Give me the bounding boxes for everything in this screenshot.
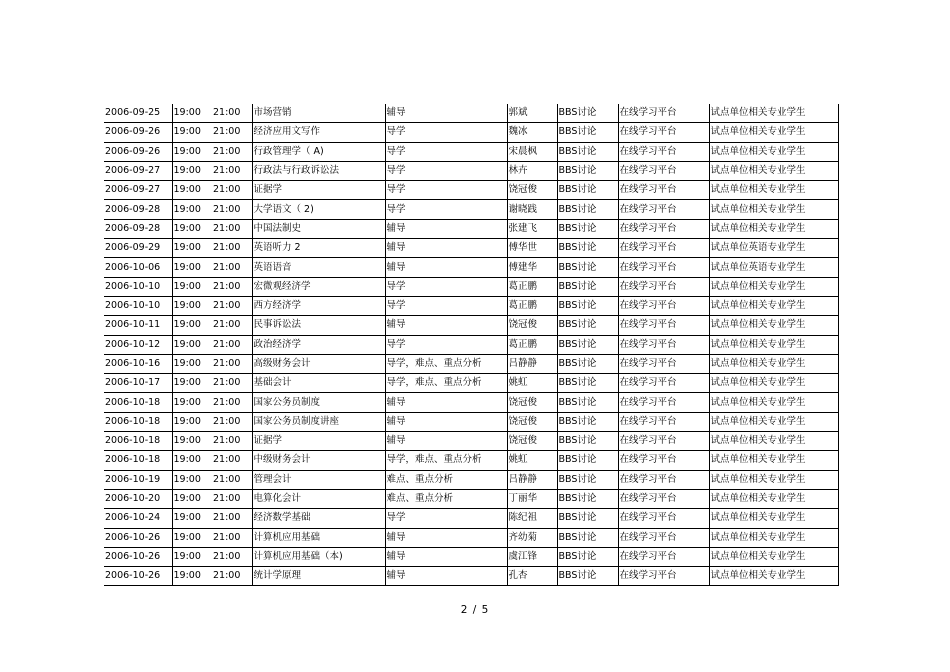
start-time-cell: 19:00 <box>172 296 212 315</box>
platform-cell: 在线学习平台 <box>618 219 709 238</box>
teacher-cell: 魏冰 <box>507 123 557 142</box>
table-row <box>104 547 838 566</box>
platform-cell: 在线学习平台 <box>618 335 709 354</box>
teacher-cell: 葛正鹏 <box>507 335 557 354</box>
end-time-cell: 21:00 <box>212 470 252 489</box>
session-type-cell: 辅导 <box>385 547 507 566</box>
table-row <box>104 296 838 315</box>
start-time-cell: 19:00 <box>172 470 212 489</box>
date-cell: 2006-09-29 <box>104 239 172 258</box>
teacher-cell: 傅华世 <box>507 239 557 258</box>
teacher-cell: 陈纪祖 <box>507 509 557 528</box>
format-cell: BBS讨论 <box>557 123 618 142</box>
date-cell: 2006-10-12 <box>104 335 172 354</box>
table-row <box>104 104 838 123</box>
date-cell: 2006-10-18 <box>104 393 172 412</box>
date-cell: 2006-10-26 <box>104 547 172 566</box>
end-time-cell: 21:00 <box>212 123 252 142</box>
table-row <box>104 181 838 200</box>
course-cell: 国家公务员制度 <box>252 393 385 412</box>
date-cell: 2006-10-26 <box>104 567 172 586</box>
start-time-cell: 19:00 <box>172 335 212 354</box>
date-cell: 2006-09-26 <box>104 123 172 142</box>
start-time-cell: 19:00 <box>172 432 212 451</box>
course-cell: 英语语音 <box>252 258 385 277</box>
teacher-cell: 饶冠俊 <box>507 181 557 200</box>
teacher-cell: 饶冠俊 <box>507 412 557 431</box>
start-time-cell: 19:00 <box>172 547 212 566</box>
end-time-cell: 21:00 <box>212 200 252 219</box>
audience-cell: 试点单位相关专业学生 <box>709 161 838 180</box>
audience-cell: 试点单位相关专业学生 <box>709 219 838 238</box>
format-cell: BBS讨论 <box>557 296 618 315</box>
date-cell: 2006-10-17 <box>104 374 172 393</box>
platform-cell: 在线学习平台 <box>618 104 709 123</box>
audience-cell: 试点单位相关专业学生 <box>709 123 838 142</box>
teacher-cell: 张建飞 <box>507 219 557 238</box>
audience-cell: 试点单位相关专业学生 <box>709 547 838 566</box>
platform-cell: 在线学习平台 <box>618 509 709 528</box>
format-cell: BBS讨论 <box>557 547 618 566</box>
audience-cell: 试点单位相关专业学生 <box>709 509 838 528</box>
teacher-cell: 姚虹 <box>507 451 557 470</box>
course-cell: 政治经济学 <box>252 335 385 354</box>
start-time-cell: 19:00 <box>172 142 212 161</box>
course-cell: 中国法制史 <box>252 219 385 238</box>
audience-cell: 试点单位相关专业学生 <box>709 354 838 373</box>
audience-cell: 试点单位相关专业学生 <box>709 489 838 508</box>
session-type-cell: 辅导 <box>385 104 507 123</box>
table-row <box>104 412 838 431</box>
end-time-cell: 21:00 <box>212 142 252 161</box>
start-time-cell: 19:00 <box>172 528 212 547</box>
platform-cell: 在线学习平台 <box>618 412 709 431</box>
platform-cell: 在线学习平台 <box>618 142 709 161</box>
audience-cell: 试点单位相关专业学生 <box>709 470 838 489</box>
teacher-cell: 姚虹 <box>507 374 557 393</box>
end-time-cell: 21:00 <box>212 104 252 123</box>
platform-cell: 在线学习平台 <box>618 123 709 142</box>
platform-cell: 在线学习平台 <box>618 432 709 451</box>
session-type-cell: 导学，难点、重点分析 <box>385 354 507 373</box>
teacher-cell: 吕静静 <box>507 470 557 489</box>
table-row <box>104 489 838 508</box>
format-cell: BBS讨论 <box>557 567 618 586</box>
teacher-cell: 孔杏 <box>507 567 557 586</box>
course-cell: 管理会计 <box>252 470 385 489</box>
table-row <box>104 432 838 451</box>
end-time-cell: 21:00 <box>212 393 252 412</box>
session-type-cell: 辅导 <box>385 393 507 412</box>
teacher-cell: 谢晓践 <box>507 200 557 219</box>
date-cell: 2006-09-27 <box>104 181 172 200</box>
course-cell: 行政法与行政诉讼法 <box>252 161 385 180</box>
table-row <box>104 142 838 161</box>
audience-cell: 试点单位英语专业学生 <box>709 258 838 277</box>
end-time-cell: 21:00 <box>212 277 252 296</box>
table-row <box>104 567 838 586</box>
format-cell: BBS讨论 <box>557 432 618 451</box>
platform-cell: 在线学习平台 <box>618 489 709 508</box>
end-time-cell: 21:00 <box>212 412 252 431</box>
end-time-cell: 21:00 <box>212 509 252 528</box>
start-time-cell: 19:00 <box>172 104 212 123</box>
end-time-cell: 21:00 <box>212 374 252 393</box>
course-cell: 中级财务会计 <box>252 451 385 470</box>
platform-cell: 在线学习平台 <box>618 239 709 258</box>
audience-cell: 试点单位相关专业学生 <box>709 316 838 335</box>
session-type-cell: 导学 <box>385 181 507 200</box>
table-row <box>104 123 838 142</box>
start-time-cell: 19:00 <box>172 123 212 142</box>
session-type-cell: 难点、重点分析 <box>385 489 507 508</box>
format-cell: BBS讨论 <box>557 161 618 180</box>
session-type-cell: 导学 <box>385 142 507 161</box>
course-cell: 西方经济学 <box>252 296 385 315</box>
platform-cell: 在线学习平台 <box>618 161 709 180</box>
table-row <box>104 219 838 238</box>
platform-cell: 在线学习平台 <box>618 258 709 277</box>
platform-cell: 在线学习平台 <box>618 528 709 547</box>
format-cell: BBS讨论 <box>557 509 618 528</box>
format-cell: BBS讨论 <box>557 412 618 431</box>
date-cell: 2006-10-18 <box>104 412 172 431</box>
course-cell: 证据学 <box>252 181 385 200</box>
audience-cell: 试点单位相关专业学生 <box>709 296 838 315</box>
start-time-cell: 19:00 <box>172 277 212 296</box>
start-time-cell: 19:00 <box>172 219 212 238</box>
audience-cell: 试点单位相关专业学生 <box>709 393 838 412</box>
table-row <box>104 470 838 489</box>
teacher-cell: 吕静静 <box>507 354 557 373</box>
end-time-cell: 21:00 <box>212 181 252 200</box>
session-type-cell: 辅导 <box>385 258 507 277</box>
platform-cell: 在线学习平台 <box>618 567 709 586</box>
date-cell: 2006-09-25 <box>104 104 172 123</box>
format-cell: BBS讨论 <box>557 451 618 470</box>
session-type-cell: 导学 <box>385 277 507 296</box>
platform-cell: 在线学习平台 <box>618 451 709 470</box>
teacher-cell: 林卉 <box>507 161 557 180</box>
session-type-cell: 导学，难点、重点分析 <box>385 374 507 393</box>
table-row <box>104 354 838 373</box>
platform-cell: 在线学习平台 <box>618 393 709 412</box>
end-time-cell: 21:00 <box>212 296 252 315</box>
start-time-cell: 19:00 <box>172 258 212 277</box>
audience-cell: 试点单位相关专业学生 <box>709 567 838 586</box>
audience-cell: 试点单位相关专业学生 <box>709 374 838 393</box>
date-cell: 2006-10-18 <box>104 432 172 451</box>
format-cell: BBS讨论 <box>557 528 618 547</box>
session-type-cell: 辅导 <box>385 219 507 238</box>
start-time-cell: 19:00 <box>172 200 212 219</box>
teacher-cell: 丁丽华 <box>507 489 557 508</box>
start-time-cell: 19:00 <box>172 239 212 258</box>
session-type-cell: 导学 <box>385 200 507 219</box>
course-cell: 基础会计 <box>252 374 385 393</box>
date-cell: 2006-10-10 <box>104 296 172 315</box>
audience-cell: 试点单位相关专业学生 <box>709 335 838 354</box>
course-cell: 计算机应用基础（本) <box>252 547 385 566</box>
course-cell: 行政管理学（ A) <box>252 142 385 161</box>
start-time-cell: 19:00 <box>172 161 212 180</box>
start-time-cell: 19:00 <box>172 354 212 373</box>
start-time-cell: 19:00 <box>172 451 212 470</box>
course-cell: 电算化会计 <box>252 489 385 508</box>
end-time-cell: 21:00 <box>212 451 252 470</box>
end-time-cell: 21:00 <box>212 489 252 508</box>
platform-cell: 在线学习平台 <box>618 354 709 373</box>
date-cell: 2006-10-18 <box>104 451 172 470</box>
end-time-cell: 21:00 <box>212 258 252 277</box>
end-time-cell: 21:00 <box>212 567 252 586</box>
table-row <box>104 451 838 470</box>
session-type-cell: 导学 <box>385 123 507 142</box>
date-cell: 2006-10-19 <box>104 470 172 489</box>
date-cell: 2006-10-26 <box>104 528 172 547</box>
start-time-cell: 19:00 <box>172 412 212 431</box>
end-time-cell: 21:00 <box>212 161 252 180</box>
end-time-cell: 21:00 <box>212 432 252 451</box>
platform-cell: 在线学习平台 <box>618 181 709 200</box>
audience-cell: 试点单位相关专业学生 <box>709 104 838 123</box>
audience-cell: 试点单位相关专业学生 <box>709 412 838 431</box>
date-cell: 2006-10-11 <box>104 316 172 335</box>
format-cell: BBS讨论 <box>557 489 618 508</box>
course-cell: 国家公务员制度讲座 <box>252 412 385 431</box>
format-cell: BBS讨论 <box>557 277 618 296</box>
schedule-table <box>104 104 839 586</box>
course-cell: 高级财务会计 <box>252 354 385 373</box>
start-time-cell: 19:00 <box>172 181 212 200</box>
course-cell: 宏微观经济学 <box>252 277 385 296</box>
date-cell: 2006-09-28 <box>104 200 172 219</box>
teacher-cell: 齐幼菊 <box>507 528 557 547</box>
course-cell: 大学语文（ 2) <box>252 200 385 219</box>
session-type-cell: 辅导 <box>385 567 507 586</box>
format-cell: BBS讨论 <box>557 316 618 335</box>
format-cell: BBS讨论 <box>557 374 618 393</box>
course-cell: 经济应用文写作 <box>252 123 385 142</box>
session-type-cell: 导学，难点、重点分析 <box>385 451 507 470</box>
date-cell: 2006-10-06 <box>104 258 172 277</box>
date-cell: 2006-10-10 <box>104 277 172 296</box>
platform-cell: 在线学习平台 <box>618 374 709 393</box>
table-row <box>104 393 838 412</box>
start-time-cell: 19:00 <box>172 393 212 412</box>
course-cell: 统计学原理 <box>252 567 385 586</box>
end-time-cell: 21:00 <box>212 547 252 566</box>
platform-cell: 在线学习平台 <box>618 277 709 296</box>
date-cell: 2006-10-20 <box>104 489 172 508</box>
date-cell: 2006-09-28 <box>104 219 172 238</box>
audience-cell: 试点单位相关专业学生 <box>709 451 838 470</box>
session-type-cell: 导学 <box>385 296 507 315</box>
teacher-cell: 傅建华 <box>507 258 557 277</box>
end-time-cell: 21:00 <box>212 528 252 547</box>
table-row <box>104 258 838 277</box>
platform-cell: 在线学习平台 <box>618 296 709 315</box>
teacher-cell: 饶冠俊 <box>507 316 557 335</box>
session-type-cell: 辅导 <box>385 528 507 547</box>
date-cell: 2006-10-16 <box>104 354 172 373</box>
table-row <box>104 335 838 354</box>
audience-cell: 试点单位相关专业学生 <box>709 277 838 296</box>
end-time-cell: 21:00 <box>212 354 252 373</box>
course-cell: 计算机应用基础 <box>252 528 385 547</box>
audience-cell: 试点单位相关专业学生 <box>709 181 838 200</box>
start-time-cell: 19:00 <box>172 509 212 528</box>
start-time-cell: 19:00 <box>172 489 212 508</box>
teacher-cell: 葛正鹏 <box>507 296 557 315</box>
table-row <box>104 161 838 180</box>
start-time-cell: 19:00 <box>172 567 212 586</box>
session-type-cell: 导学 <box>385 161 507 180</box>
session-type-cell: 辅导 <box>385 412 507 431</box>
format-cell: BBS讨论 <box>557 470 618 489</box>
platform-cell: 在线学习平台 <box>618 470 709 489</box>
platform-cell: 在线学习平台 <box>618 316 709 335</box>
format-cell: BBS讨论 <box>557 219 618 238</box>
table-row <box>104 277 838 296</box>
session-type-cell: 辅导 <box>385 432 507 451</box>
format-cell: BBS讨论 <box>557 258 618 277</box>
audience-cell: 试点单位相关专业学生 <box>709 142 838 161</box>
format-cell: BBS讨论 <box>557 181 618 200</box>
format-cell: BBS讨论 <box>557 354 618 373</box>
format-cell: BBS讨论 <box>557 393 618 412</box>
format-cell: BBS讨论 <box>557 239 618 258</box>
table-row <box>104 374 838 393</box>
teacher-cell: 饶冠俊 <box>507 432 557 451</box>
course-cell: 经济数学基础 <box>252 509 385 528</box>
date-cell: 2006-09-27 <box>104 161 172 180</box>
format-cell: BBS讨论 <box>557 200 618 219</box>
session-type-cell: 难点、重点分析 <box>385 470 507 489</box>
end-time-cell: 21:00 <box>212 219 252 238</box>
audience-cell: 试点单位相关专业学生 <box>709 528 838 547</box>
start-time-cell: 19:00 <box>172 316 212 335</box>
table-row <box>104 200 838 219</box>
course-cell: 英语听力 2 <box>252 239 385 258</box>
format-cell: BBS讨论 <box>557 335 618 354</box>
session-type-cell: 辅导 <box>385 316 507 335</box>
platform-cell: 在线学习平台 <box>618 547 709 566</box>
schedule-rows <box>104 104 838 586</box>
audience-cell: 试点单位相关专业学生 <box>709 432 838 451</box>
session-type-cell: 导学 <box>385 509 507 528</box>
audience-cell: 试点单位英语专业学生 <box>709 239 838 258</box>
session-type-cell: 辅导 <box>385 239 507 258</box>
audience-cell: 试点单位相关专业学生 <box>709 200 838 219</box>
date-cell: 2006-09-26 <box>104 142 172 161</box>
teacher-cell: 虞江锋 <box>507 547 557 566</box>
course-cell: 民事诉讼法 <box>252 316 385 335</box>
page-number: 2 / 5 <box>460 604 490 616</box>
date-cell: 2006-10-24 <box>104 509 172 528</box>
start-time-cell: 19:00 <box>172 374 212 393</box>
platform-cell: 在线学习平台 <box>618 200 709 219</box>
teacher-cell: 葛正鹏 <box>507 277 557 296</box>
format-cell: BBS讨论 <box>557 104 618 123</box>
table-row <box>104 239 838 258</box>
table-row <box>104 528 838 547</box>
end-time-cell: 21:00 <box>212 239 252 258</box>
teacher-cell: 郭斌 <box>507 104 557 123</box>
teacher-cell: 宋晨枫 <box>507 142 557 161</box>
format-cell: BBS讨论 <box>557 142 618 161</box>
end-time-cell: 21:00 <box>212 316 252 335</box>
course-cell: 证据学 <box>252 432 385 451</box>
session-type-cell: 导学 <box>385 335 507 354</box>
table-row <box>104 509 838 528</box>
course-cell: 市场营销 <box>252 104 385 123</box>
teacher-cell: 饶冠俊 <box>507 393 557 412</box>
table-row <box>104 316 838 335</box>
end-time-cell: 21:00 <box>212 335 252 354</box>
